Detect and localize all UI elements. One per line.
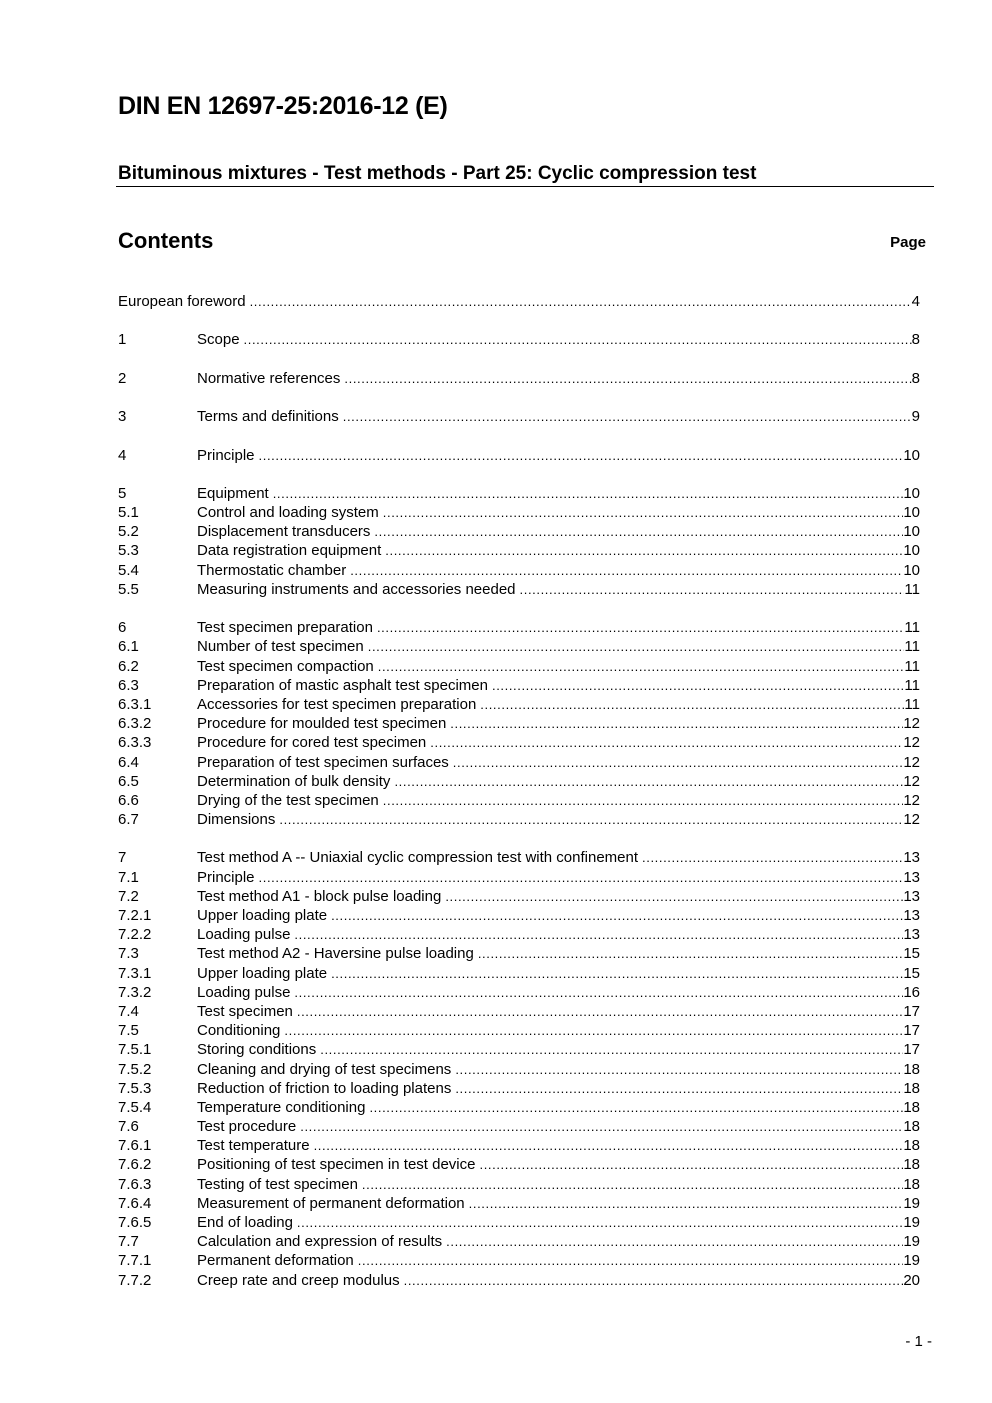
toc-entry-page: 17 [903,1002,920,1020]
toc-entry-title: Measurement of permanent deformation [197,1194,465,1212]
toc-entry-page: 11 [904,695,920,713]
toc-entry-number: 7.7.2 [118,1271,152,1289]
toc-entry-title: Storing conditions [197,1041,317,1059]
toc-entry-page: 12 [903,734,920,752]
toc-entry-title: Accessories for test specimen preparation [197,695,477,713]
toc-entry-number: 6.3.1 [118,695,152,713]
toc-leader-dots [294,983,903,1002]
toc-entry-page: 10 [903,484,920,502]
toc-entry-number: 6.2 [118,657,139,675]
footer-page-number: - 1 - [905,1333,932,1350]
toc-entry[interactable] [118,369,920,388]
toc-entry-title: Equipment [197,484,269,502]
toc-leader-dots [455,1079,903,1098]
toc-entry-page: 19 [903,1252,920,1270]
toc-entry-page: 18 [903,1137,920,1155]
toc-entry-number: 5.1 [118,504,139,522]
toc-entry-page: 18 [903,1060,920,1078]
contents-heading: Contents [118,228,214,253]
toc-entry-number: 5.3 [118,542,139,560]
toc-entry-title: Procedure for moulded test specimen [197,715,447,733]
page-column-heading: Page [890,234,926,251]
toc-entry-page: 13 [903,868,920,886]
toc-entry-page: 19 [903,1233,920,1251]
toc-entry-number: 7.5.2 [118,1060,152,1078]
toc-entry[interactable] [118,791,920,810]
toc-entry[interactable] [118,1021,920,1040]
toc-entry-number: 6.3 [118,676,139,694]
toc-entry[interactable] [118,522,920,541]
toc-entry-title: Conditioning [197,1022,281,1040]
toc-entry-page: 11 [904,657,920,675]
toc-entry-title: Calculation and expression of results [197,1233,443,1251]
toc-entry-page: 8 [911,331,920,349]
toc-entry[interactable] [118,580,920,599]
toc-entry-page: 13 [903,907,920,924]
toc-leader-dots [259,868,904,887]
toc-entry-title: Test temperature [197,1137,310,1155]
toc-leader-dots [520,580,905,599]
toc-entry-page: 18 [903,1098,920,1116]
toc-entry-title: Displacement transducers [197,523,371,541]
toc-leader-dots [331,964,903,983]
toc-leader-dots [383,791,904,810]
toc-entry-number: 5.4 [118,561,139,579]
toc-leader-dots [369,1098,903,1117]
toc-entry-number: 3 [118,408,127,426]
toc-entry[interactable] [118,292,920,311]
document-id: DIN EN 12697-25:2016-12 (E) [118,92,448,120]
toc-entry[interactable] [118,887,920,906]
toc-entry-title: Test method A -- Uniaxial cyclic compression test with confinement [197,849,639,867]
toc-entry-title: Upper loading plate [197,907,328,924]
toc-entry[interactable] [118,1079,920,1098]
toc-entry[interactable] [118,810,920,829]
toc-entry-number: 7.7.1 [118,1252,152,1270]
toc-entry-title: Preparation of mastic asphalt test specimen [197,676,488,694]
toc-entry-page: 9 [911,408,920,426]
toc-entry-number: 7.6.5 [118,1214,152,1231]
toc-entry-title: Preparation of test specimen surfaces [197,753,449,771]
toc-entry-page: 18 [903,1156,920,1174]
toc-entry-page: 10 [903,523,920,541]
toc-entry-page: 13 [903,926,920,944]
toc-entry-number: 5.5 [118,580,139,598]
toc-entry-title: Data registration equipment [197,542,382,560]
toc-entry-title: Test procedure [197,1118,297,1136]
toc-leader-dots [430,733,903,752]
toc-entry-number: 7.2.1 [118,907,152,924]
toc-entry[interactable] [118,446,920,465]
toc-leader-dots [492,676,904,695]
toc-leader-dots [479,1155,903,1174]
toc-entry[interactable] [118,1194,920,1213]
toc-entry-number: 7.6.3 [118,1175,152,1193]
toc-entry[interactable] [118,1251,920,1270]
toc-entry-page: 11 [904,580,920,598]
toc-leader-dots [344,369,911,388]
toc-entry-page: 12 [903,715,920,733]
toc-leader-dots [244,330,912,349]
toc-entry-number: 4 [118,446,127,464]
toc-entry-number: 7.6 [118,1118,139,1136]
toc-entry-number: 6.4 [118,753,139,771]
toc-leader-dots [331,906,903,925]
toc-leader-dots [642,848,903,867]
toc-entry-number: 7.5.3 [118,1079,152,1097]
toc-entry[interactable] [118,1060,920,1079]
toc-entry-title: Control and loading system [197,504,379,522]
toc-entry[interactable] [118,637,920,656]
toc-entry-page: 15 [903,964,920,982]
toc-leader-dots [362,1175,903,1194]
toc-entry-title: Procedure for cored test specimen [197,734,427,752]
toc-entry-number: 6.6 [118,791,139,809]
toc-entry-number: 7.6.2 [118,1156,152,1174]
toc-entry[interactable] [118,1271,920,1290]
toc-entry-title: Cleaning and drying of test specimens [197,1060,452,1078]
toc-entry[interactable] [118,1175,920,1194]
toc-leader-dots [273,484,904,503]
toc-entry-title: Dimensions [197,811,276,829]
toc-entry[interactable] [118,983,920,1002]
toc-leader-dots [385,541,903,560]
toc-entry-title: End of loading [197,1214,293,1231]
toc-entry-number: 7.2.2 [118,926,152,944]
toc-entry-page: 18 [903,1079,920,1097]
toc-entry-number: 6.3.2 [118,715,152,733]
toc-entry-number: 7.6.4 [118,1194,152,1212]
toc-entry[interactable] [118,618,920,637]
toc-entry-title: European foreword [118,293,246,310]
toc-leader-dots [394,772,903,791]
toc-entry-number: 6 [118,619,127,637]
toc-entry-number: 2 [118,369,127,387]
toc-entry-page: 10 [903,542,920,560]
toc-entry-number: 7.3.1 [118,964,152,982]
toc-entry-page: 18 [903,1175,920,1193]
toc-entry-number: 5 [118,484,127,502]
toc-entry-title: Normative references [197,369,341,387]
toc-leader-dots [450,714,903,733]
toc-leader-dots [314,1136,904,1155]
toc-entry[interactable] [118,1098,920,1117]
toc-leader-dots [300,1117,903,1136]
toc-entry-page: 8 [911,369,920,387]
toc-entry[interactable] [118,1213,920,1232]
toc-entry[interactable] [118,848,920,867]
toc-entry-number: 7.5.1 [118,1041,152,1059]
toc-leader-dots [374,522,903,541]
toc-entry-title: Testing of test specimen [197,1175,358,1193]
toc-entry-title: Number of test specimen [197,638,364,656]
toc-entry[interactable] [118,484,920,503]
toc-entry-number: 7.3.2 [118,983,152,1001]
toc-entry[interactable] [118,1002,920,1021]
toc-entry[interactable] [118,503,920,522]
toc-entry-page: 17 [903,1041,920,1059]
toc-entry[interactable] [118,695,920,714]
toc-entry-number: 7 [118,849,127,867]
toc-leader-dots [469,1194,904,1213]
toc-leader-dots [294,925,903,944]
toc-entry[interactable] [118,714,920,733]
toc-entry-page: 17 [903,1022,920,1040]
toc-entry-number: 7.1 [118,868,139,886]
toc-entry-title: Reduction of friction to loading platens [197,1079,452,1097]
toc-leader-dots [284,1021,903,1040]
toc-entry-number: 6.7 [118,811,139,829]
toc-entry[interactable] [118,906,920,925]
toc-entry[interactable] [118,676,920,695]
toc-entry[interactable] [118,753,920,772]
toc-leader-dots [455,1060,903,1079]
table-of-contents [118,292,920,1290]
toc-entry-title: Test specimen compaction [197,657,374,675]
toc-entry-number: 7.5 [118,1022,139,1040]
toc-leader-dots [446,1232,903,1251]
toc-entry-number: 7.7 [118,1233,139,1251]
document-subtitle: Bituminous mixtures - Test methods - Part 25: Cyclic compression test [118,163,757,184]
toc-entry-title: Permanent deformation [197,1252,354,1270]
toc-leader-dots [259,446,904,465]
toc-entry-number: 6.3.3 [118,734,152,752]
toc-leader-dots [453,753,904,772]
toc-entry[interactable] [118,964,920,983]
toc-entry[interactable] [118,925,920,944]
toc-entry-page: 19 [903,1194,920,1212]
toc-entry-number: 1 [118,331,127,349]
toc-entry-page: 12 [903,753,920,771]
title-rule [116,186,934,187]
toc-entry[interactable] [118,1040,920,1059]
toc-entry-page: 15 [903,945,920,963]
toc-entry-title: Terms and definitions [197,408,339,426]
toc-entry-page: 10 [903,561,920,579]
toc-entry-page: 11 [904,676,920,694]
toc-entry-title: Loading pulse [197,926,291,944]
toc-entry[interactable] [118,1232,920,1251]
toc-entry-number: 7.5.4 [118,1098,152,1116]
toc-entry-page: 12 [903,791,920,809]
toc-entry-title: Determination of bulk density [197,772,391,790]
toc-leader-dots [404,1271,904,1290]
toc-entry-title: Scope [197,331,240,349]
toc-entry-number: 6.1 [118,638,139,656]
toc-entry-page: 11 [904,638,920,656]
toc-entry-title: Creep rate and creep modulus [197,1271,400,1289]
toc-entry-title: Upper loading plate [197,964,328,982]
toc-leader-dots [378,657,905,676]
toc-entry-page: 11 [904,619,920,637]
toc-leader-dots [383,503,904,522]
toc-leader-dots [350,561,903,580]
toc-entry-title: Thermostatic chamber [197,561,347,579]
toc-entry-title: Principle [197,446,255,464]
toc-entry-title: Test specimen [197,1002,293,1020]
toc-entry-title: Temperature conditioning [197,1098,366,1116]
toc-leader-dots [279,810,903,829]
toc-entry[interactable] [118,733,920,752]
toc-entry-title: Measuring instruments and accessories needed [197,580,516,598]
toc-entry-page: 16 [903,983,920,1001]
toc-entry[interactable] [118,407,920,426]
toc-entry-number: 5.2 [118,523,139,541]
toc-entry-title: Drying of the test specimen [197,791,379,809]
toc-entry-number: 7.6.1 [118,1137,152,1155]
toc-entry-page: 4 [911,293,920,310]
toc-leader-dots [320,1040,903,1059]
toc-leader-dots [445,887,903,906]
toc-entry[interactable] [118,657,920,676]
toc-entry[interactable] [118,1155,920,1174]
toc-entry-page: 12 [903,772,920,790]
toc-entry-page: 12 [903,811,920,829]
toc-leader-dots [297,1213,903,1232]
toc-leader-dots [343,407,912,426]
toc-leader-dots [297,1002,903,1021]
toc-entry-page: 13 [903,849,920,867]
toc-entry[interactable] [118,944,920,963]
toc-entry[interactable] [118,561,920,580]
toc-entry-number: 7.3 [118,945,139,963]
toc-entry[interactable] [118,1136,920,1155]
toc-leader-dots [480,695,904,714]
toc-entry-page: 19 [903,1214,920,1231]
toc-entry-title: Test specimen preparation [197,619,373,637]
toc-entry-page: 10 [903,446,920,464]
toc-entry-number: 6.5 [118,772,139,790]
toc-entry[interactable] [118,868,920,887]
toc-entry-title: Positioning of test specimen in test device [197,1156,476,1174]
toc-leader-dots [358,1251,904,1270]
toc-leader-dots [377,618,904,637]
toc-leader-dots [250,292,912,311]
toc-leader-dots [368,637,905,656]
toc-entry-page: 20 [903,1271,920,1289]
toc-entry-page: 10 [903,504,920,522]
toc-entry-page: 18 [903,1118,920,1136]
toc-entry-title: Principle [197,868,255,886]
toc-entry[interactable] [118,772,920,791]
toc-entry-title: Test method A2 - Haversine pulse loading [197,945,474,963]
toc-leader-dots [478,944,903,963]
toc-entry[interactable] [118,541,920,560]
toc-entry-title: Test method A1 - block pulse loading [197,887,442,905]
toc-entry-number: 7.2 [118,887,139,905]
toc-entry-number: 7.4 [118,1002,139,1020]
toc-entry[interactable] [118,1117,920,1136]
toc-entry[interactable] [118,330,920,349]
toc-entry-page: 13 [903,887,920,905]
toc-entry-title: Loading pulse [197,983,291,1001]
